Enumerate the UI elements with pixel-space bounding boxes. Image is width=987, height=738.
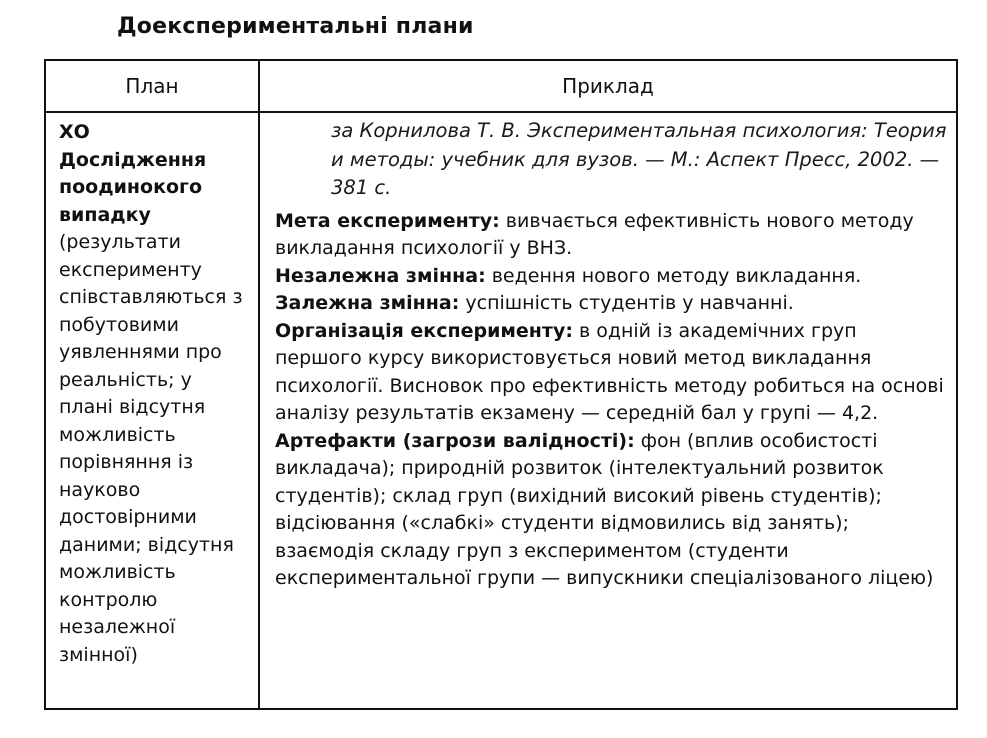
example-item-dependent-variable xyxy=(275,290,948,318)
plan-name: Дослідження поодинокого випадку xyxy=(59,148,207,226)
example-item-text: ведення нового методу викладання. xyxy=(485,264,862,287)
table-row xyxy=(45,112,957,709)
example-item-label: Мета експерименту: xyxy=(275,209,500,232)
example-item-text: вивчається ефективність нового методу викладання психології у ВНЗ. xyxy=(275,209,914,259)
plan-code: ХО xyxy=(59,121,90,143)
example-item-text: успішність студентів у навчанні. xyxy=(459,292,794,314)
example-item-independent-variable xyxy=(275,263,948,291)
column-header-example: Приклад xyxy=(259,60,957,112)
citation: за Корнилова Т. В. Экспериментальная психология: Теория и методы: учебник для вузов. — М.: Аспект Пресс, 2002. — 381 с. xyxy=(331,119,947,199)
page-title: Доекспериментальні плани xyxy=(117,14,474,39)
example-item-label: Залежна змінна: xyxy=(275,292,460,314)
example-item-label: Незалежна змінна: xyxy=(275,264,486,287)
example-item-goal xyxy=(275,208,948,263)
example-item-label: Організація експерименту: xyxy=(275,319,573,342)
plans-table xyxy=(44,59,958,710)
example-item-organization xyxy=(275,318,948,428)
example-item-label: Артефакти (загрози валідності): xyxy=(275,429,635,452)
table-header-row xyxy=(45,60,957,112)
plan-description: (результати експерименту співставляються з побутовими уявленнями про реальність; у плані відсутня можливість порівняння із науково достовірними даними; відсутня можливість контролю незалежної змінної) xyxy=(59,231,243,666)
example-cell xyxy=(259,112,957,709)
column-header-plan: План xyxy=(45,60,259,112)
plan-cell xyxy=(45,112,259,709)
example-item-text: фон (вплив особистості викладача); природній розвиток (інтелектуальний розвиток студентів); склад груп (вихідний високий рівень студентів); відсіювання («слабкі» студенти відмовились від занять); взаємодія складу груп з експериментом (студенти експериментальної групи — випускники спеціалізованого ліцею) xyxy=(275,429,934,589)
example-item-artifacts xyxy=(275,428,948,593)
example-item-text: в одній із академічних груп першого курсу використовується новий метод викладання психології. Висновок про ефективність методу робиться на основі аналізу результатів екзамену — середній бал у групі — 4,2. xyxy=(275,319,944,424)
